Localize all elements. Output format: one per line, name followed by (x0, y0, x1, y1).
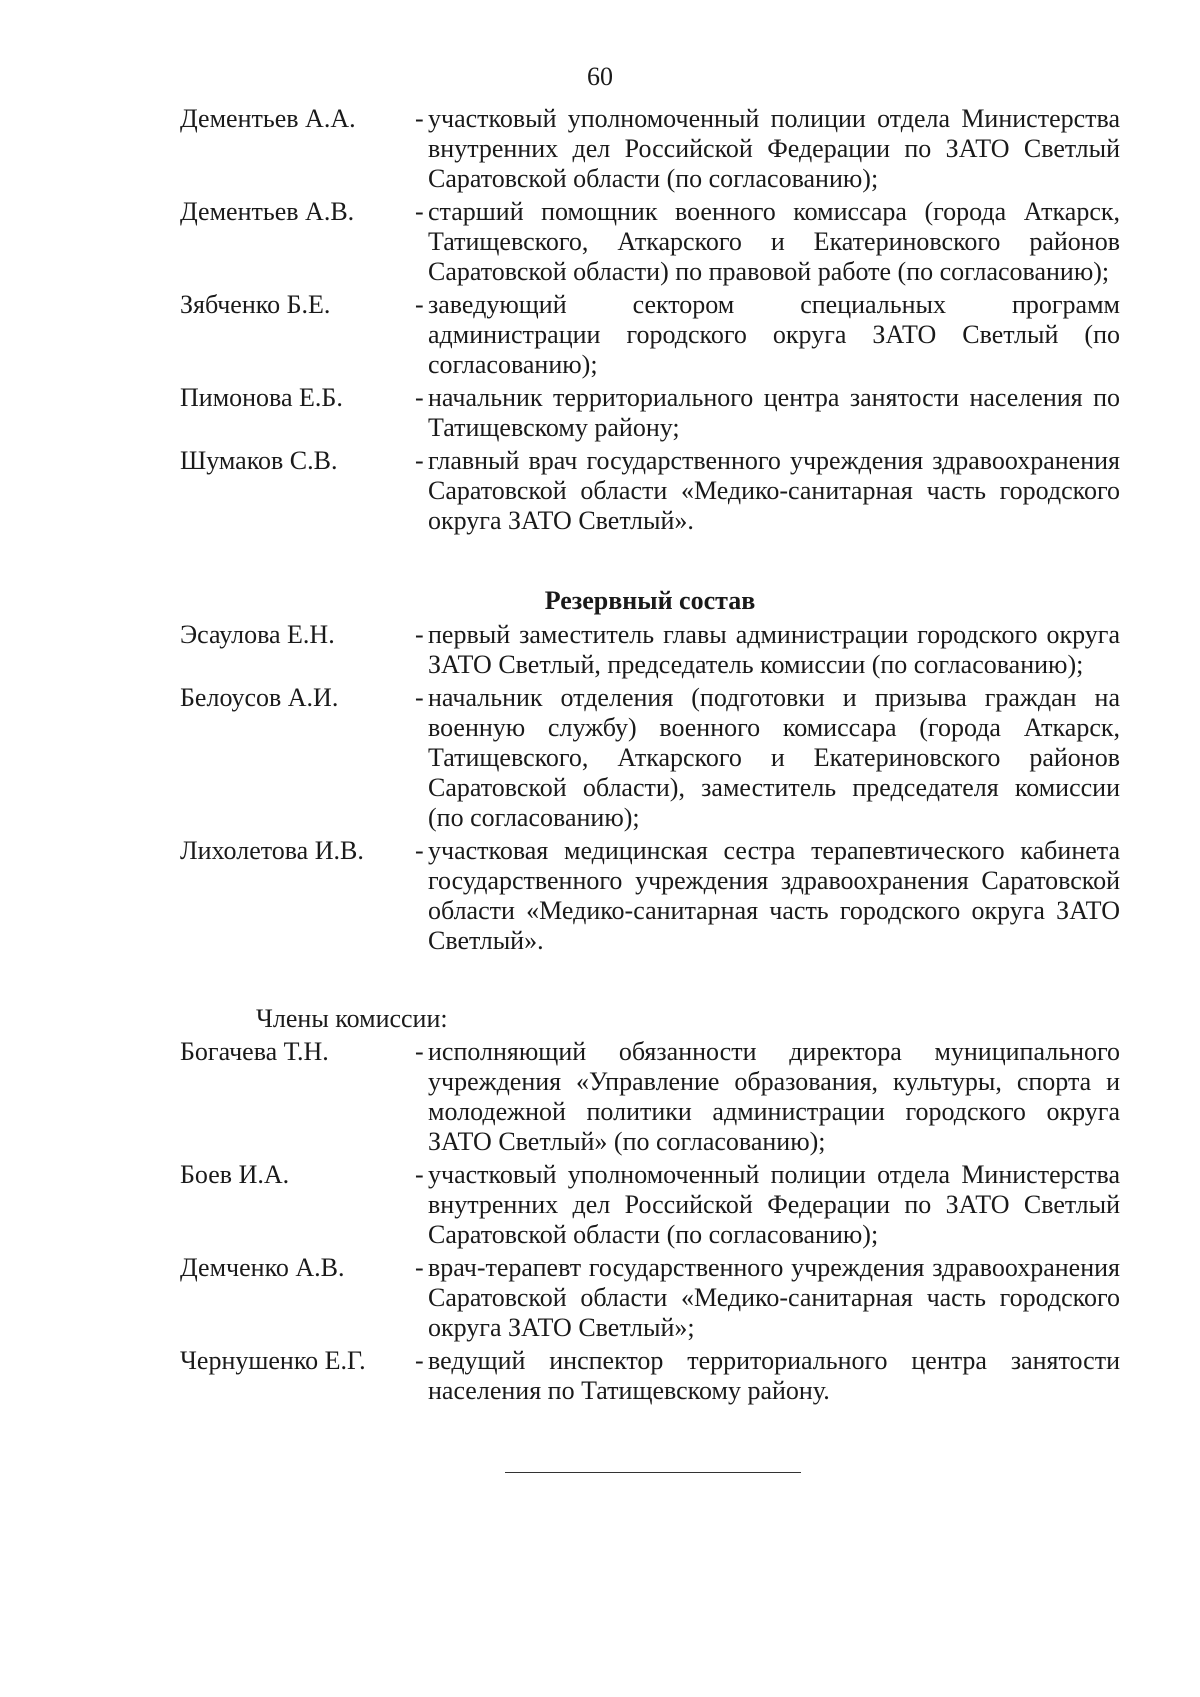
member-entry (180, 1346, 1120, 1406)
member-entry (180, 1037, 1120, 1157)
member-role: - старший помощник военного комиссара (города Аткарск, Татищевского, Аткарского и Екатериновского районов Саратовской области) по правовой работе (по согласованию); (415, 197, 1120, 286)
page-number: 60 (587, 62, 613, 91)
member-name: Дементьев А.А. (180, 104, 356, 133)
member-entry (180, 197, 1120, 287)
member-role: - начальник отделения (подготовки и призыва граждан на военную службу) военного комиссара (города Аткарск, Татищевского, Аткарского и Екатериновского районов Саратовской области), заместитель председателя комиссии (по согласованию); (415, 683, 1120, 832)
reserve-members-list (0, 1037, 1200, 1406)
member-name: Зябченко Б.Е. (180, 290, 331, 319)
reserve-leader-entry (180, 620, 1120, 680)
reserve-leader-entry (180, 683, 1120, 833)
member-entry (180, 383, 1120, 443)
main-members-list (0, 104, 1200, 536)
member-role: - начальник территориального центра занятости населения по Татищевскому району; (415, 383, 1120, 442)
member-role: - участковый уполномоченный полиции отдела Министерства внутренних дел Российской Федерации по ЗАТО Светлый Саратовской области (по согласованию); (415, 1160, 1120, 1249)
member-role: - врач-терапевт государственного учреждения здравоохранения Саратовской области «Медико-санитарная часть городского округа ЗАТО Светлый»; (415, 1253, 1120, 1342)
member-name: Эсаулова Е.Н. (180, 620, 335, 649)
member-name: Дементьев А.В. (180, 197, 355, 226)
member-name: Лихолетова И.В. (180, 836, 364, 865)
reserve-section (0, 586, 1200, 956)
member-name: Пимонова Е.Б. (180, 383, 343, 412)
member-entry (180, 104, 1120, 194)
member-role: - заведующий сектором специальных программ администрации городского округа ЗАТО Светлый (по согласованию); (415, 290, 1120, 379)
member-name: Богачева Т.Н. (180, 1037, 329, 1066)
member-name: Белоусов А.И. (180, 683, 339, 712)
member-role: - главный врач государственного учреждения здравоохранения Саратовской области «Медико-санитарная часть городского округа ЗАТО Светлый». (415, 446, 1120, 535)
member-name: Шумаков С.В. (180, 446, 338, 475)
member-role: - первый заместитель главы администрации городского округа ЗАТО Светлый, председатель комиссии (по согласованию); (415, 620, 1120, 679)
member-role: - участковый уполномоченный полиции отдела Министерства внутренних дел Российской Федерации по ЗАТО Светлый Саратовской области (по согласованию); (415, 104, 1120, 193)
member-role: - исполняющий обязанности директора муниципального учреждения «Управление образования, культуры, спорта и молодежной политики администрации городского округа ЗАТО Светлый» (по согласованию); (415, 1037, 1120, 1156)
member-role: - участковая медицинская сестра терапевтического кабинета государственного учреждения здравоохранения Саратовской области «Медико-санитарная часть городского округа ЗАТО Светлый». (415, 836, 1120, 955)
member-entry (180, 1253, 1120, 1343)
member-entry (180, 446, 1120, 536)
end-separator-line (505, 1472, 801, 1473)
member-role: - ведущий инспектор территориального центра занятости населения по Татищевскому району. (415, 1346, 1120, 1405)
member-entry (180, 290, 1120, 380)
member-name: Чернушенко Е.Г. (180, 1346, 366, 1375)
member-entry (180, 1160, 1120, 1250)
member-name: Демченко А.В. (180, 1253, 345, 1282)
member-name: Боев И.А. (180, 1160, 290, 1189)
members-label: Члены комиссии: (256, 1004, 448, 1033)
reserve-leader-entry (180, 836, 1120, 956)
reserve-heading: Резервный состав (544, 586, 756, 615)
